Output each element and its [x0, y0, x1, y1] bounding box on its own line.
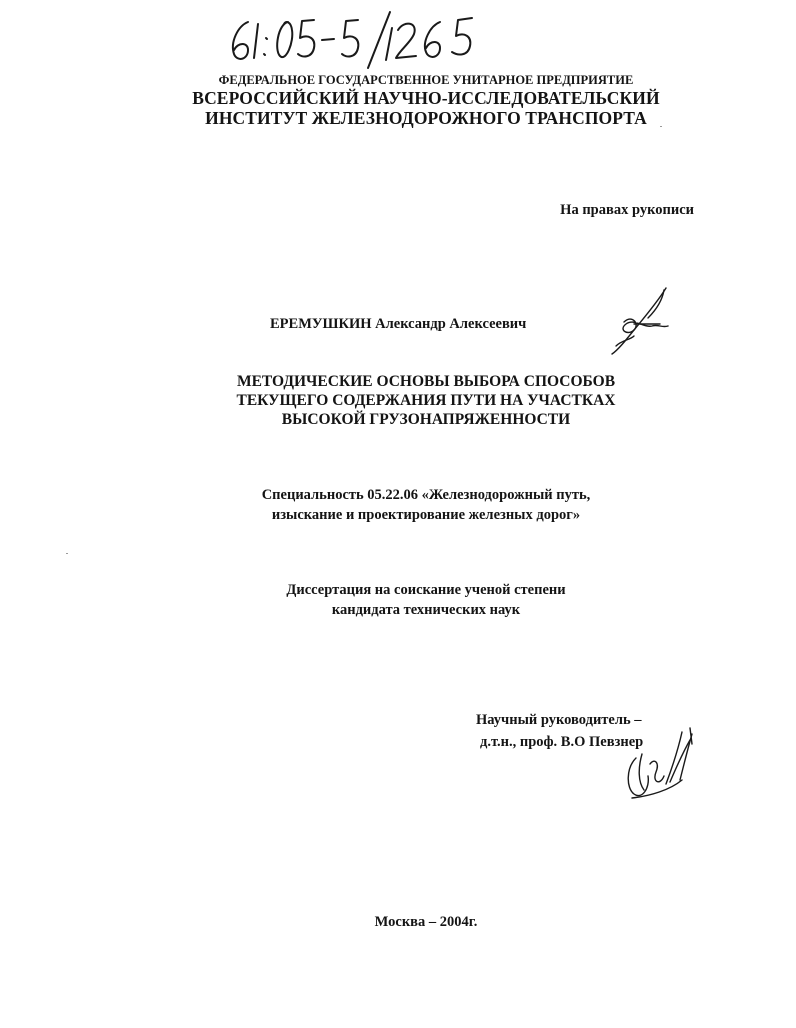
degree-block: [28, 580, 796, 620]
specialty-block: [28, 485, 796, 525]
dissertation-title: [28, 372, 796, 429]
organization-line-1: ФЕДЕРАЛЬНОЕ ГОСУДАРСТВЕННОЕ УНИТАРНОЕ ПРЕДПРИЯТИЕ: [218, 73, 634, 87]
handwritten-archive-code: [218, 8, 488, 70]
title-line-3: ВЫСОКОЙ ГРУЗОНАПРЯЖЕННОСТИ: [281, 411, 571, 428]
scan-speck: [66, 553, 68, 554]
specialty-line-1: Специальность 05.22.06 «Железнодорожный путь,: [261, 487, 591, 503]
degree-line-2: кандидата технических наук: [331, 602, 521, 618]
city-year: Москва – 2004г.: [374, 914, 478, 930]
specialty-line-2: изыскание и проектирование железных дорог»: [271, 507, 581, 523]
title-line-1: МЕТОДИЧЕСКИЕ ОСНОВЫ ВЫБОРА СПОСОБОВ: [236, 373, 616, 390]
supervisor-line-2: д.т.н., проф. В.О Певзнер: [480, 734, 644, 750]
title-line-2: ТЕКУЩЕГО СОДЕРЖАНИЯ ПУТИ НА УЧАСТКАХ: [236, 392, 616, 409]
manuscript-rights-note: На правах рукописи: [560, 202, 694, 218]
supervisor-line-1: Научный руководитель –: [476, 712, 642, 728]
organization-line-2: ВСЕРОССИЙСКИЙ НАУЧНО-ИССЛЕДОВАТЕЛЬСКИЙ: [192, 88, 660, 108]
author-name: ЕРЕМУШКИН Александр Алексеевич: [270, 316, 527, 332]
degree-line-1: Диссертация на соискание ученой степени: [286, 582, 566, 598]
supervisor-signature: [620, 724, 710, 806]
supervisor-block: [476, 709, 643, 753]
organization-line-3: ИНСТИТУТ ЖЕЛЕЗНОДОРОЖНОГО ТРАНСПОРТА: [205, 108, 647, 128]
scan-speck: [660, 126, 662, 127]
author-signature: [604, 284, 676, 356]
